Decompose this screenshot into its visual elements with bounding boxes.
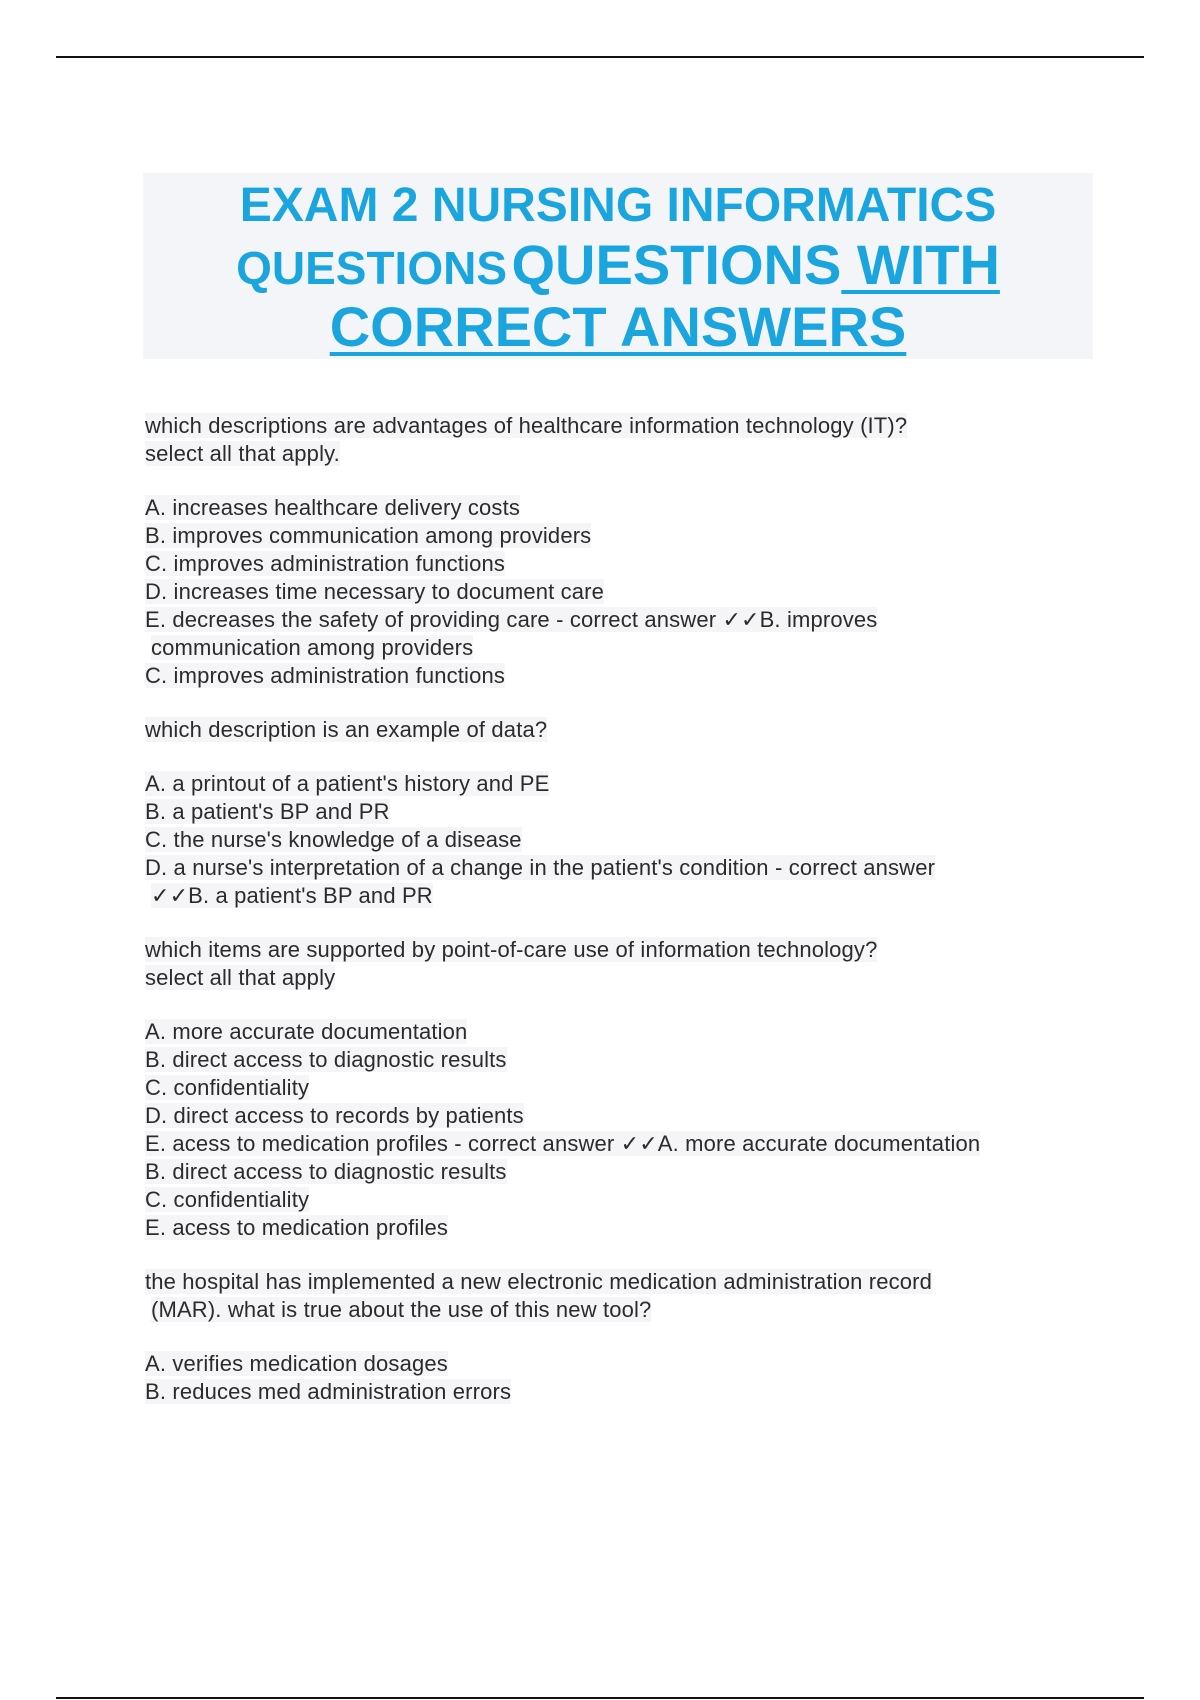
prompt-line: which descriptions are advantages of healthcare information technology (IT)? <box>145 413 908 438</box>
option-line: B. improves communication among providers <box>145 523 592 548</box>
question-1-options <box>145 494 1105 690</box>
option-line: A. increases healthcare delivery costs <box>145 495 520 520</box>
option-line: A. a printout of a patient's history and PE <box>145 771 550 796</box>
title-banner <box>143 173 1093 359</box>
prompt-line: which description is an example of data? <box>145 717 548 742</box>
question-3-options <box>145 1018 1105 1242</box>
option-line: B. direct access to diagnostic results <box>145 1047 507 1072</box>
question-1-prompt <box>145 412 1105 468</box>
question-4-options <box>145 1350 1105 1406</box>
title-line-2-underlined: WITH <box>841 233 1000 296</box>
answer-line: communication among providers <box>151 635 474 660</box>
question-2-prompt <box>145 716 1105 744</box>
title-line-2-small: QUESTIONS <box>236 242 508 294</box>
option-line: C. confidentiality <box>145 1075 310 1100</box>
answer-line: B. direct access to diagnostic results <box>145 1159 507 1184</box>
prompt-line: the hospital has implemented a new electronic medication administration record <box>145 1269 932 1294</box>
option-line: B. reduces med administration errors <box>145 1379 512 1404</box>
questions-content <box>145 412 1105 1432</box>
title-line-1: EXAM 2 NURSING INFORMATICS <box>239 179 997 232</box>
answer-line: ✓✓B. a patient's BP and PR <box>151 883 433 908</box>
option-line: C. the nurse's knowledge of a disease <box>145 827 522 852</box>
question-4-prompt <box>145 1268 1105 1324</box>
prompt-line: select all that apply. <box>145 441 340 466</box>
title-line-3: CORRECT ANSWERS <box>329 295 907 358</box>
option-line: A. more accurate documentation <box>145 1019 468 1044</box>
option-line: D. increases time necessary to document care <box>145 579 605 604</box>
question-3-prompt <box>145 936 1105 992</box>
prompt-line: select all that apply <box>145 965 336 990</box>
option-line: C. improves administration functions <box>145 551 505 576</box>
option-line: A. verifies medication dosages <box>145 1351 448 1376</box>
answer-line: C. confidentiality <box>145 1187 310 1212</box>
answer-line: C. improves administration functions <box>145 663 505 688</box>
answer-line: E. acess to medication profiles - correct answer ✓✓A. more accurate documentation <box>145 1131 981 1156</box>
option-line: D. direct access to records by patients <box>145 1103 524 1128</box>
option-line: B. a patient's BP and PR <box>145 799 390 824</box>
bottom-rule <box>56 1697 1144 1699</box>
title-line-2-big: QUESTIONS <box>511 233 842 296</box>
top-rule <box>56 56 1144 58</box>
prompt-line: which items are supported by point-of-care use of information technology? <box>145 937 878 962</box>
answer-line: E. acess to medication profiles <box>145 1215 449 1240</box>
option-line: D. a nurse's interpretation of a change in the patient's condition - correct answer <box>145 855 936 880</box>
answer-line: E. decreases the safety of providing care - correct answer ✓✓B. improves <box>145 607 878 632</box>
question-2-options <box>145 770 1105 910</box>
prompt-line: (MAR). what is true about the use of this new tool? <box>151 1297 652 1322</box>
